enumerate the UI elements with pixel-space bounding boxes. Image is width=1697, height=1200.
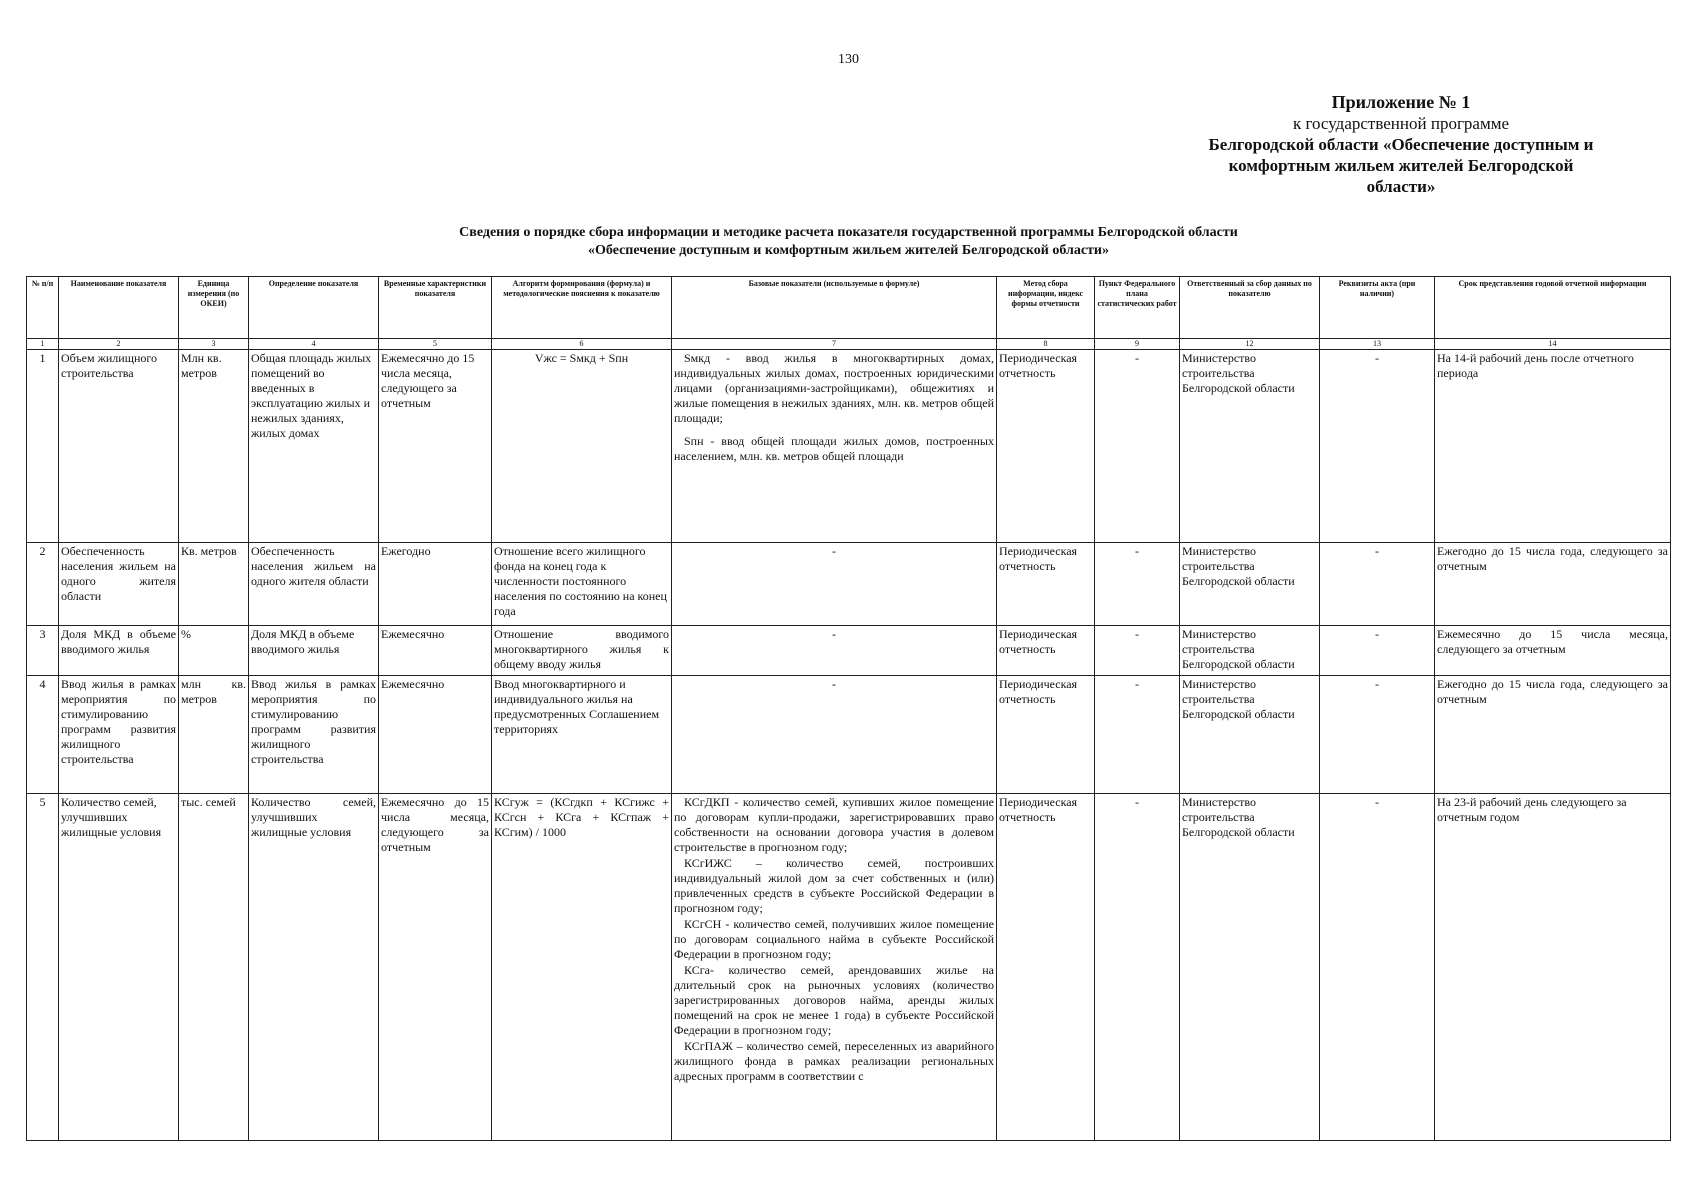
act-cell: - [1320,626,1435,676]
table-row [27,350,1671,543]
act-cell: - [1320,676,1435,794]
header-cell: № п/п [27,277,59,339]
unit-cell: % [179,626,249,676]
base-indicator-text: Sпн - ввод общей площади жилых домов, построенных населением, млн. кв. метров общей площади [674,434,994,463]
appendix-line: Белгородской области «Обеспечение доступным и [1208,135,1594,154]
document-title [0,224,1697,260]
base-indicator-text: КСгИЖС – количество семей, построивших индивидуальный жилой дом за счет собственных и (или) привлеченных средств в субъекте Российской Федерации в прогнозном году; [674,856,994,915]
definition-cell: Доля МКД в объеме вводимого жилья [249,626,379,676]
base-indicator-text: КСгСН - количество семей, получивших жилое помещение по договорам социального найма в субъекте Российской Федерации в прогнозном году; [674,917,994,961]
table-row [27,794,1671,1141]
row-number: 1 [27,350,59,543]
formula-cell: Ввод многоквартирного и индивидуального жилья на предусмотренных Соглашением территориях [492,676,672,794]
method-cell: Периодическая отчетность [997,543,1095,626]
appendix-title: Приложение № 1 [1331,92,1471,112]
header-cell: Единица измерения (по ОКЕИ) [179,277,249,339]
responsible-cell: Министерство строительства Белгородской области [1180,626,1320,676]
header-cell: Срок представления годовой отчетной информации [1435,277,1671,339]
appendix-line: комфортным жильем жителей Белгородской [1228,156,1574,175]
deadline-cell: Ежемесячно до 15 числа месяца, следующего за отчетным [1435,626,1671,676]
header-cell: Определение показателя [249,277,379,339]
column-number: 2 [59,339,179,350]
act-cell: - [1320,794,1435,1141]
appendix-line: области» [1366,177,1436,196]
base-indicators-cell: - [672,676,997,794]
column-number: 9 [1095,339,1180,350]
definition-cell: Обеспеченность населения жильем на одного жителя области [249,543,379,626]
base-indicator-text: КСгДКП - количество семей, купивших жилое помещение по договорам купли-продажи, зарегистрировавших право собственности на основании договора участия в долевом строительстве в прогнозном году; [674,795,994,854]
column-number: 8 [997,339,1095,350]
indicator-name: Объем жилищного строительства [59,350,179,543]
column-number: 4 [249,339,379,350]
column-number: 14 [1435,339,1671,350]
time-cell: Ежегодно [379,543,492,626]
formula-cell: Отношение всего жилищного фонда на конец года к численности постоянного населения по состоянию на конец года [492,543,672,626]
time-cell: Ежемесячно [379,626,492,676]
row-number: 5 [27,794,59,1141]
unit-cell: Кв. метров [179,543,249,626]
document-title-line: Сведения о порядке сбора информации и методике расчета показателя государственной программы Белгородской области [459,225,1238,240]
header-cell: Базовые показатели (используемые в формуле) [672,277,997,339]
plan-cell: - [1095,626,1180,676]
page-number: 130 [838,52,859,67]
indicator-name: Обеспеченность населения жильем на одного жителя области [59,543,179,626]
responsible-cell: Министерство строительства Белгородской области [1180,794,1320,1141]
time-cell: Ежемесячно до 15 числа месяца, следующего за отчетным [379,350,492,543]
plan-cell: - [1095,794,1180,1141]
indicator-name: Доля МКД в объеме вводимого жилья [59,626,179,676]
deadline-cell: Ежегодно до 15 числа года, следующего за отчетным [1435,543,1671,626]
column-number: 6 [492,339,672,350]
indicators-table [26,276,1671,1141]
column-number: 1 [27,339,59,350]
unit-cell: млн кв. метров [179,676,249,794]
header-cell: Алгоритм формирования (формула) и методологические пояснения к показателю [492,277,672,339]
responsible-cell: Министерство строительства Белгородской области [1180,543,1320,626]
unit-cell: тыс. семей [179,794,249,1141]
plan-cell: - [1095,350,1180,543]
deadline-cell: На 23-й рабочий день следующего за отчетным годом [1435,794,1671,1141]
column-number-row [27,339,1671,350]
column-number: 13 [1320,339,1435,350]
time-cell: Ежемесячно [379,676,492,794]
base-indicators-cell [672,794,997,1141]
base-indicator-text: Sмкд - ввод жилья в многоквартирных домах, индивидуальных жилых домах, построенных юридическими лицами (организациями-застройщиками), общежитиях и жилые помещения в нежилых зданиях, млн. кв. метров общей площади; [674,351,994,425]
document-title-line: «Обеспечение доступным и комфортным жильем жителей Белгородской области» [588,243,1109,258]
header-cell: Метод сбора информации, индекс формы отчетности [997,277,1095,339]
formula-cell: КСгуж = (КСгдкп + КСгижс + КСгсн + КСга + КСгпаж + КСгим) / 1000 [492,794,672,1141]
definition-cell: Ввод жилья в рамках мероприятия по стимулированию программ развития жилищного строительства [249,676,379,794]
table-row [27,626,1671,676]
header-cell: Пункт Федерального плана статистических работ [1095,277,1180,339]
deadline-cell: На 14-й рабочий день после отчетного периода [1435,350,1671,543]
table-row [27,676,1671,794]
appendix-line: к государственной программе [1292,114,1510,133]
row-number: 2 [27,543,59,626]
definition-cell: Общая площадь жилых помещений во введенных в эксплуатацию жилых и нежилых зданиях, жилых домах [249,350,379,543]
base-indicators-cell: - [672,543,997,626]
formula-cell: Vжс = Sмкд + Sпн [492,350,672,543]
column-number: 7 [672,339,997,350]
column-number: 12 [1180,339,1320,350]
table-header-row [27,277,1671,339]
method-cell: Периодическая отчетность [997,626,1095,676]
plan-cell: - [1095,676,1180,794]
formula-cell: Отношение вводимого многоквартирного жилья к общему вводу жилья [492,626,672,676]
row-number: 3 [27,626,59,676]
header-cell: Ответственный за сбор данных по показателю [1180,277,1320,339]
method-cell: Периодическая отчетность [997,794,1095,1141]
act-cell: - [1320,543,1435,626]
deadline-cell: Ежегодно до 15 числа года, следующего за отчетным [1435,676,1671,794]
responsible-cell: Министерство строительства Белгородской области [1180,350,1320,543]
act-cell: - [1320,350,1435,543]
appendix-block [1191,92,1611,197]
time-cell: Ежемесячно до 15 числа месяца, следующего за отчетным [379,794,492,1141]
method-cell: Периодическая отчетность [997,350,1095,543]
base-indicators-cell [672,350,997,543]
responsible-cell: Министерство строительства Белгородской области [1180,676,1320,794]
row-number: 4 [27,676,59,794]
indicator-name: Количество семей, улучшивших жилищные условия [59,794,179,1141]
header-cell: Временные характеристики показателя [379,277,492,339]
plan-cell: - [1095,543,1180,626]
unit-cell: Млн кв. метров [179,350,249,543]
column-number: 3 [179,339,249,350]
header-cell: Наименование показателя [59,277,179,339]
table-row [27,543,1671,626]
column-number: 5 [379,339,492,350]
base-indicators-cell: - [672,626,997,676]
base-indicator-text: КСгПАЖ – количество семей, переселенных из аварийного жилищного фонда в рамках реализации региональных адресных программ в соответствии с [674,1039,994,1083]
indicator-name: Ввод жилья в рамках мероприятия по стимулированию программ развития жилищного строительства [59,676,179,794]
header-cell: Реквизиты акта (при наличии) [1320,277,1435,339]
definition-cell: Количество семей, улучшивших жилищные условия [249,794,379,1141]
base-indicator-text: КСга- количество семей, арендовавших жилье на длительный срок на рыночных условиях (количество зарегистрированных договоров найма, аренды жилых помещений на срок не менее 1 года) в субъекте Российской Федерации в прогнозном году; [674,963,994,1037]
method-cell: Периодическая отчетность [997,676,1095,794]
